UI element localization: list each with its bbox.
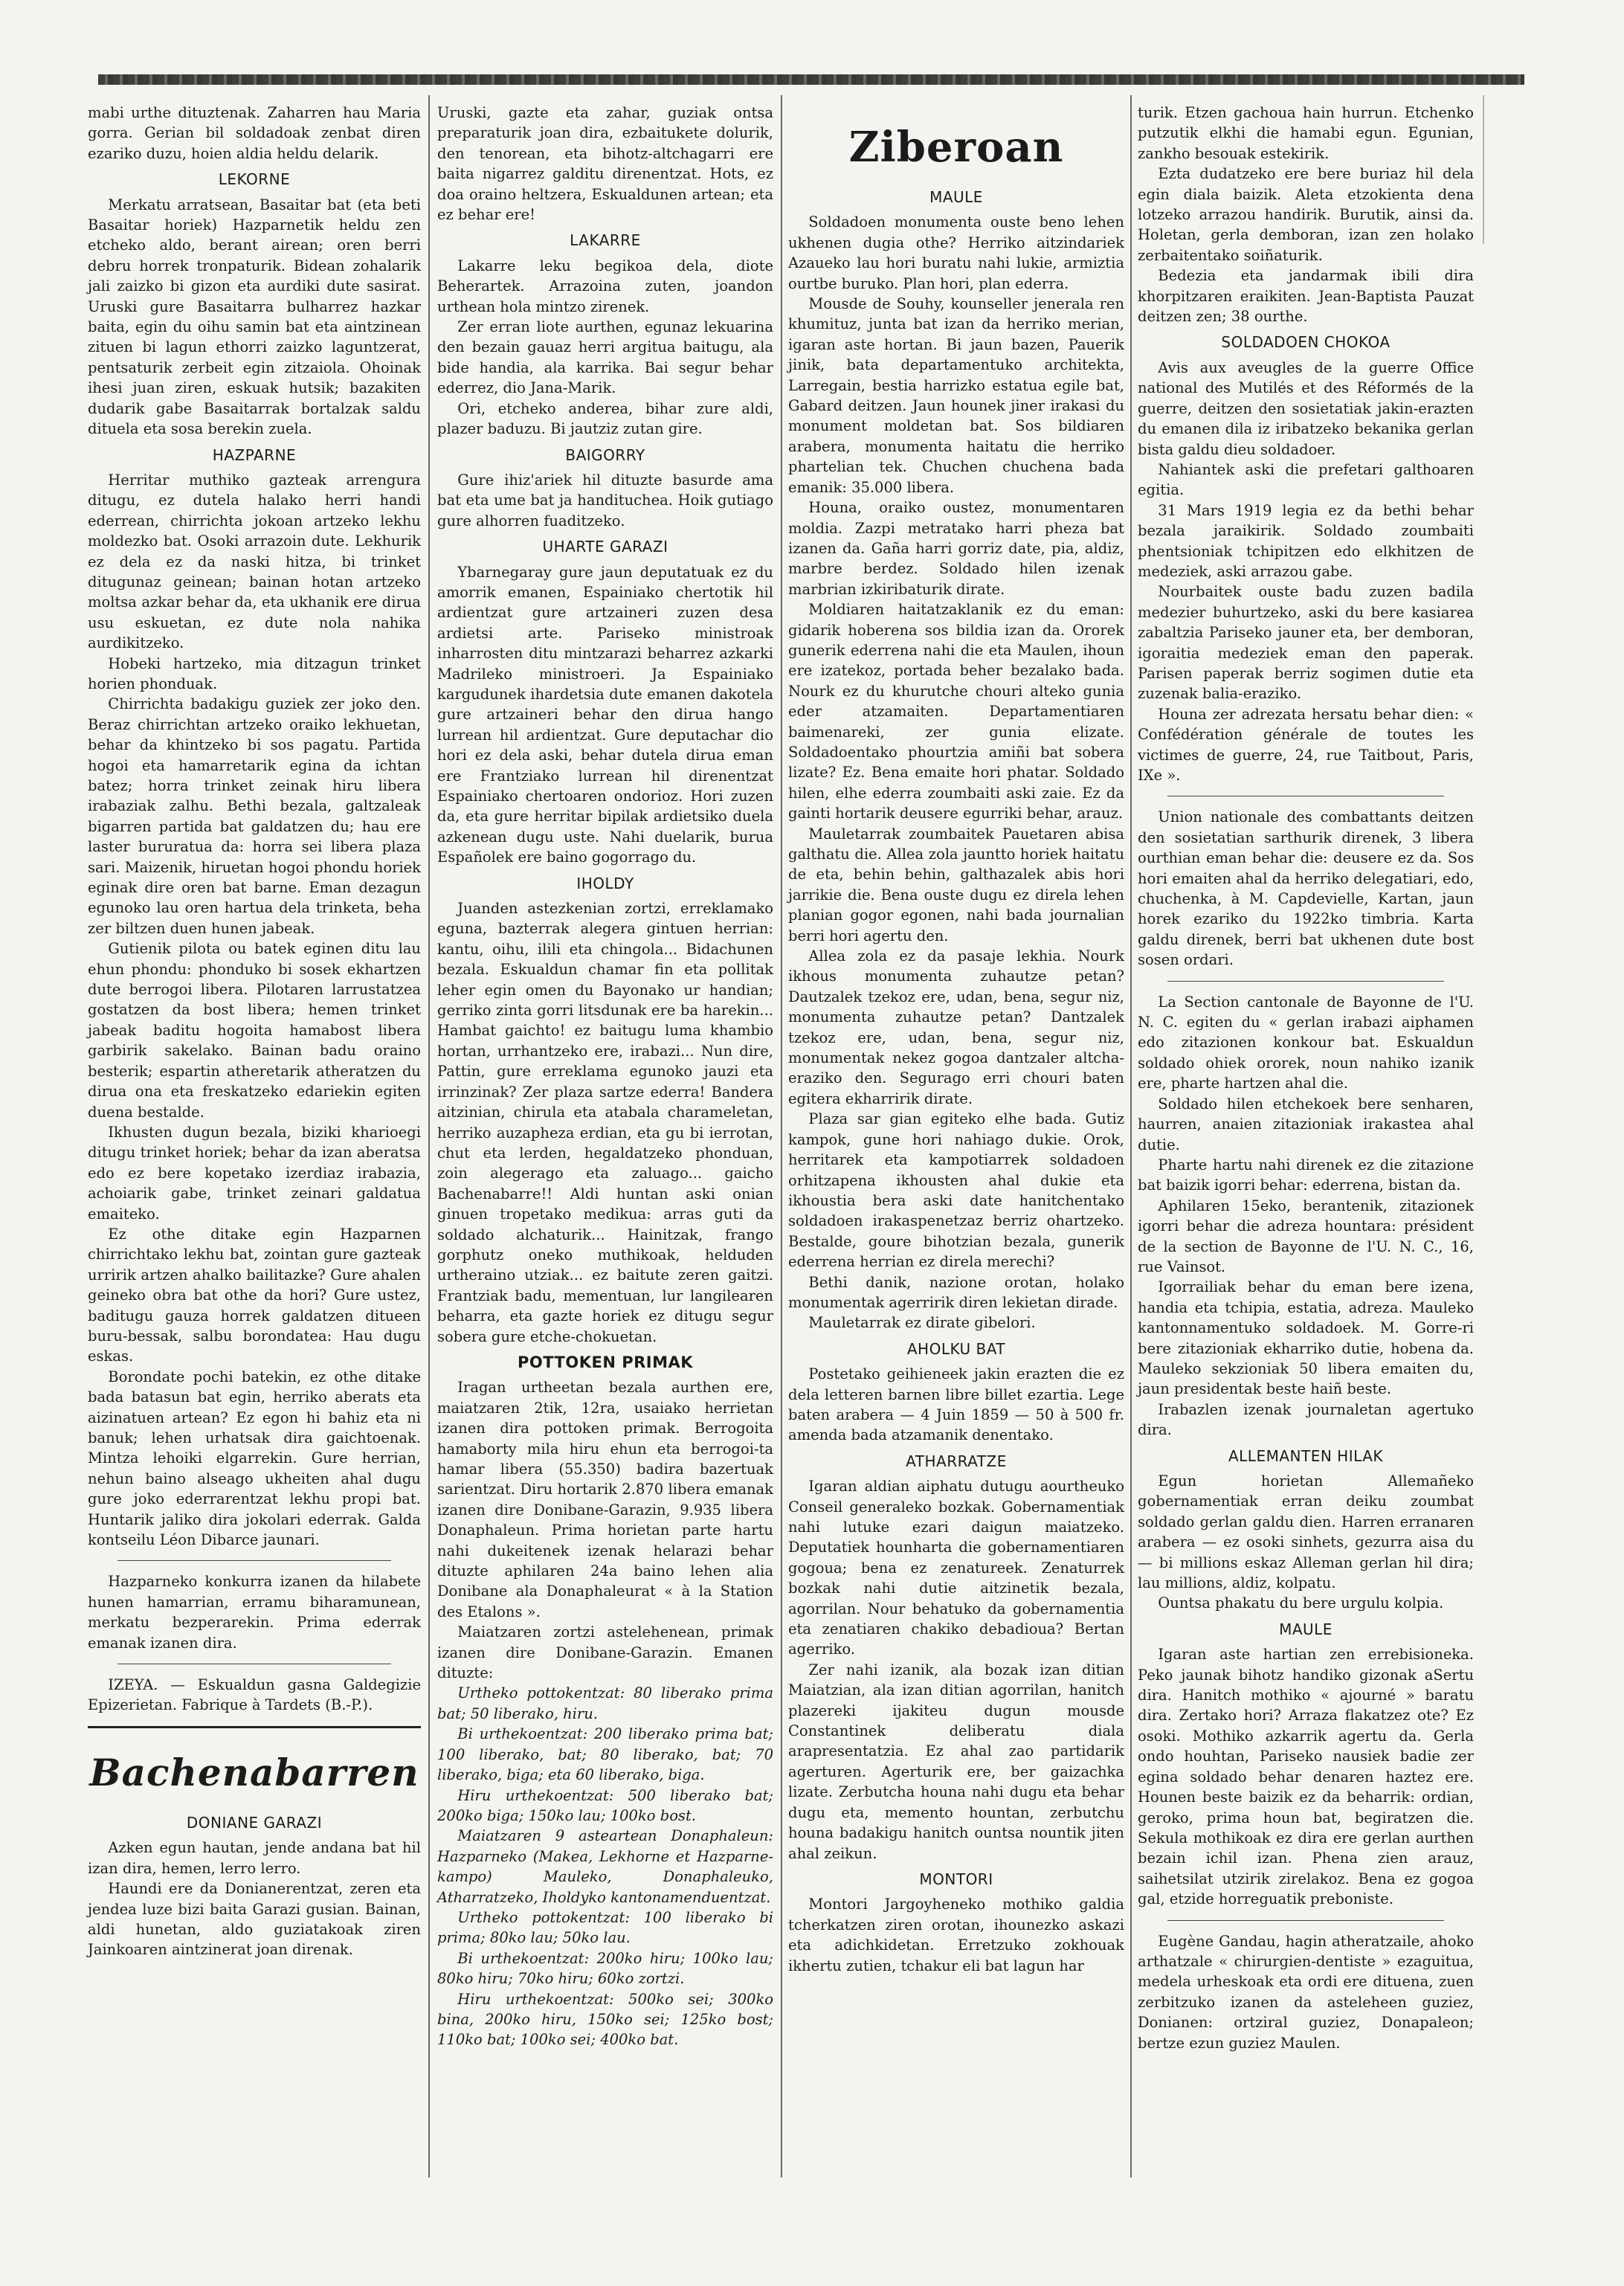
paragraph: Hobeki hartzeko, mia ditzagun trinket horien phonduak. [88,654,421,692]
prize-line: Urtheko pottokentzat: 80 liberako prima bat; 50 liberako, hiru. [437,1684,773,1722]
advertisement: Eugène Gandau, hagin atheratzaile, ahoko arthatzale « chirurgien-dentiste » ezaguitua, medela urheskoak eta ordi ere dituena, zuen zerbitzuko izanen da asteleheen guziez, Donianen: ortziral guziez, Donapaleon; bertze ezun guziez Maulen. [1138,1932,1474,2052]
column-2 [437,103,773,2050]
paragraph: Ountsa phakatu du bere urgulu kolpia. [1158,1594,1444,1612]
prize-line: Urtheko pottokentzat: 100 liberako bi prima; 80ko lau; 50ko lau. [437,1908,773,1947]
section-heading: BAIGORRY [565,445,645,464]
paragraph: Zer nahi izanik, ala bozak izan ditian Maiatzian, ala izan ditian agorrilan, hanitch plazereki ijakiteu dugun mousde Constantinek deliberatu diala arapresentatzia. Ez ahal zao partidarik agerturen. Agerturik ere, ber gaizachka lizate. Zerbutcha houna nahi dugu eta behar dugu eta, memento hountan, zerbutchu houna badakigu hanitch ountsa nountik jiten ahal zeikun. [788,1661,1124,1862]
section-heading: ATHARRATZE [906,1452,1007,1470]
article-text: Uruski, gazte eta zahar, guziak ontsa preparaturik joan dira, ezbaitukete dolurik, den tenorean, eta bihotz-altchagarri ere baita nigarrez galditu direnentzat. Hots, ez doa oraino heltzera, Eskualdunen artean; eta ez behar ere! [437,104,773,224]
paragraph: Egun horietan Allemañeko gobernamentiak erran deiku zoumbat soldado gerlan galdu dien. Harren erranaren arabera — ez osoki sinhets, gezurra aisa du — bi millions eskaz Alleman gerlan hil dira; lau millions, aldiz, kolpatu. [1138,1472,1474,1592]
section-heading: MONTORI [919,1870,993,1888]
paragraph: Igorrailiak behar du eman bere izena, handia eta tchipia, estatia, adreza. Mauleko kantonnamentuko soldadoek. M. Gorre-ri bere zitazioniak ekharriko dutie, hobena da. Mauleko sekzioniak 50 libera emaiten du, jaun presidentak beste haiñ beste. [1138,1278,1474,1398]
paragraph: Houna, oraiko oustez, monumentaren moldia. Zazpi metratako harri pheza bat izanen da. Gaña harri gorriz date, pia, aldiz, marbre berdez. Soldado hilen izenak marbrian izkiribaturik dirate. [788,499,1124,598]
paragraph: Avis aux aveugles de la guerre Office national des Mutilés et des Réformés de la guerre, deitzen den sosietatiak jakin-erazten du emanen dila iz iribatzeko bekanika gerlan bista galdu dieu soldadoer. [1138,358,1474,458]
paragraph: Soldado hilen etchekoek bere senharen, haurren, anaien zitazioniak irakastea ahal dutie. [1138,1095,1474,1153]
paragraph: Hazparneko konkurra izanen da hilabete hunen hamarrian, erramu biharamunean, merkatu bezperarekin. Prima ederrak emanak izanen dira. [88,1573,421,1652]
top-rule [98,74,1524,85]
section-heading: HAZPARNE [212,445,297,464]
paragraph: Zer erran liote aurthen, egunaz lekuarina den bezain gauaz herri argitua baitugu, ala bide handia, ala karrika. Bai segur behar ederrez, dio Jana-Marik. [437,318,773,397]
section-heading: SOLDADOEN CHOKOA [1221,333,1391,352]
section-heading: ALLEMANTEN HILAK [1228,1446,1383,1465]
paragraph: Mauletarrak ez dirate gibelori. [808,1314,1036,1332]
section-heading: LAKARRE [570,231,641,250]
paragraph: Union nationale des combattants deitzen den sosietatian sarthurik direnek, 3 libera ourthian eman behar die: deusere ez da. Sos hori emaiten ahal da herriko delegatiari, edo, chuchenka, à M. Capdevielle, Kartan, jaun horek ezariko du 1922ko timbria. Karta galdu direnek, berri bat ukhenen dute bost sosen ordari. [1138,808,1474,969]
column-4 [1138,103,1474,2053]
paragraph: Herritar muthiko gazteak arrengura ditugu, ez dutela halako herri handi ederrean, chirrichta jokoan artzeko lekhu moldezko bat. Osoki arrazoin dute. Lekhurik ez dela ez da naski hitza, bi trinket ditugunaz geinean; bainan hotan artzeko moltsa azkar behar da, eta ukhanik ere dirua usu eskuetan, ez dute nola nahika aurdikitzeko. [88,471,421,652]
column-divider [1483,95,1484,244]
region-title: Ziberoan [848,123,1064,172]
paragraph: Chirrichta badakigu guziek zer joko den. Beraz chirrichtan artzeko oraiko lekhuetan, behar da khintzeko bi sos pagatu. Partida hogoi eta hamarretarik egina da ichtan batez; horra trinket zeinak hiru libera irabaziak zalhu. Bethi bezala, galtzaleak bigarren partida bat galdatzen du; hau ere laster bururatua da: horra sei libera plaza sari. Maizenik, hiruetan hogoi phondu horiek eginak dire oren bat barne. Eman dezagun egunoko lau oren hartua dela trinketa, beha zer biltzen duen hunen jabeak. [88,695,421,937]
article-text: mabi urthe dituztenak. Zaharren hau Maria gorra. Gerian bil soldadoak zenbat diren ezariko duzu, hoien aldia heldu delarik. [88,104,421,162]
column-3 [788,103,1124,1976]
advertisement: IZEYA. — Eskualdun gasna Galdegizie Epizerietan. Fabrique à Tardets (B.-P.). [88,1676,421,1714]
column-divider [781,95,782,2177]
column-divider [1130,95,1132,2177]
paragraph: Ikhusten dugun bezala, biziki kharioegi ditugu trinket horiek; behar da izan aberatsa edo ez bere kopetako izerdiaz irabazia, achoiarik gabe, trinket zeinari galdatua emaiteko. [88,1123,421,1223]
section-heading: POTTOKEN PRIMAK [517,1353,694,1371]
paragraph: La Section cantonale de Bayonne de l'U. N. C. egiten du « gerlan irabazi aiphamen edo zitazionen konkour bat. Eskualdun soldado ohiek ororek, noun nahiko izanik ere, pharte hartzen ahal die. [1138,993,1474,1092]
separator [117,1560,391,1561]
paragraph: Borondate pochi batekin, ez othe ditake bada batasun bat egin, herriko aberats eta aizinatuen artean? Ez egon hi bahiz eta ni banuk; lehen urhatsak dira gaichtoenak. Mintza lehoiki elgarrekin. Gure herrian, nehun baino alseago ukheiten ahal dugu gure joko ederrarentzat lekhu propi bat. Huntarik jaliko dira jokolari ederrak. Galda kontseilu Léon Dibarce jaunari. [88,1368,421,1549]
prize-line: Bi urthekoentzat: 200 liberako prima bat; 100 liberako, bat; 80 liberako, bat; 70 liberako, biga; eta 60 liberako, biga. [437,1725,773,1784]
paragraph: Juanden astezkenian zortzi, erreklamako eguna, bazterrak alegera gintuen herrian: kantu, oihu, ilili eta chingola... Bidachunen bezala. Eskualdun chamar fin eta pollitak leher egin omen du Bayonako ur handian; gerriko zinta gorri litsdunak ere ba harekin... Hambat gaichto! ez baitugu luma khambio hortan, urrhantzeko ere, irabazi... Nun dire, Pattin, gure erreklama egunoko jauzi eta irrinzinak? Zer plaza sartze ederra! Bandera aitzinian, chirula eta atabala charameletan, herriko auzapheza erdian, eta gu bi ierrotan, chut eta lerden, hegaldatzeko phonduan, zoin alegerago eta zaluago... gaicho Bachenabarre!! Aldi huntan aski onian ginuen tropetako medikua: arras guti da soldado alchaturik... Hainitzak, frango gorphutz oneko muthikoak, helduden urtheraino utziak... ez baitute zeren gaitzi. Frantziak badu, mementuan, lur langilearen beharra, eta gazte horiek ez ditugu segur sobera gure etche-chokuetan. [437,900,773,1345]
separator [1167,981,1444,982]
paragraph: Allea zola ez da pasaje lekhia. Nourk ikhous monumenta zuhautze petan? Dautzalek tzekoz ere, udan, bena, segur niz, monumenta zuhautze petan? Dantzalek tzekoz ere, udan, bena, segur niz, monumentak nekez gogoa dantzaler altcha-eraziko den. Segurago erri chouri baten egitera ekharririk dirate. [788,947,1124,1107]
paragraph: Moldiaren haitatzaklanik ez du eman: gidarik hoberena sos bildia izan da. Ororek gunerik ederrena nahi die eta Maulen, ihoun ere izatekoz, portada beher bezalako bada. Nourk ez du khurutche chouri alteko gunia eder atzamaiten. Departamentiaren baimenareki, zer gunia elizate. Soldadoentako phourtzia amiñi bat sobera lizate? Ez. Bena emaite hori phatar. Soldado hilen, elhe ederra zoumbaiti aski zaie. Ez da gainti hortarik deusere egurriki behar, arauz. [788,601,1124,822]
paragraph: Azken egun hautan, jende andana bat hil izan dira, hemen, lerro lerro. [88,1839,421,1877]
paragraph: 31 Mars 1919 legia ez da bethi behar bezala jaraikirik. Soldado zoumbaiti phentsioniak tchipitzen edo elkhitzen de medeziek, aski arrazou gabe. [1138,501,1474,580]
paragraph: Ori, etcheko andereа, bihar zure aldi, plazer baduzu. Bi jautziz zutan gire. [437,399,773,438]
paragraph: Bethi danik, nazione orotan, holako monumentak agerririk diren lekietan dirade. [788,1273,1124,1311]
paragraph: Merkatu arratsean, Basaitar bat (eta beti Basaitar horiek) Hazparnetik heldu zen etcheko aldo, berant airean; oren berri debru horrek tronpaturik. Bidean zohalarik jali zaizko bi gizon eta aurdiki dute sasirat. Uruski gure Basaitarra bulharrez hazkar baita, egin du oihu samin bat eta aintzinean zituen bi lagun ethorri zaizko laguntzerat, pentsaturik zerbeit egin zitzaiola. Ohoinak ihesi juan ziren, eskuak hutsik; bazakiten dudarik gabe Basaitarrak bortalzak saldu dituela eta sosa berekin zuela. [88,196,421,438]
paragraph: Ezta dudatzeko ere bere buriaz hil dela egin diala baizik. Aleta etzokienta dena lotzeko arrazou handirik. Burutik, ainsi da. Holetan, gerla demboran, izan zen holako zerbaitentako soiñaturik. [1138,165,1474,264]
section-heading: IHOLDY [576,874,634,892]
prize-line: Hiru urthekoentzat: 500ko sei; 300ko bina, 200ko hiru, 150ko sei; 125ko bost; 110ko bat; 100ko sei; 400ko bat. [437,1990,773,2049]
separator [1167,1920,1444,1921]
prize-line: Bi urthekoentzat: 200ko hiru; 100ko lau; 80ko hiru; 70ko hiru; 60ko zortzi. [437,1949,773,1988]
paragraph: Montori Jargoyheneko mothiko galdia tcherkatzen ziren orotan, ihounezko askazi eta adichkidetan. Erretzuko zokhouak ikhertu zutien, tchakur eli bat lagun har [788,1896,1124,1974]
paragraph: Ez othe ditake egin Hazparnen chirrichtako lekhu bat, zointan gure gazteak urririk artzen ahalko bailitazke? Gure ahalen geineko obra bat othe da hori? Gure ustez, baditugu gauza horrek galdatzen ditueen buru-bessak, salbu borondatea: Hau dugu eskas. [88,1225,421,1365]
paragraph: Lakarre leku begikoa dela, diote Beherartek. Arrazoina zuten, joandon urthean hola mintzo zirenek. [437,257,773,315]
paragraph: Ybarnegaray gure jaun deputatuak ez du amorrik emanen, Espainiako chertotik hil ardientzat gure artzaineri zuzen desa ardietsi arte. Pariseko ministroak inharrosten ditu mintzarazi beharrez azkarki Madrileko ministroeri. Ja Espainiako kargudunek ihardetsia dute emanen dakotela gure artzaineri behar den dirua hango lurrean hil ardientzat. Gure deputachar dio hori ez dela aski, behar dutela dirua eman ere Frantziako lurrean hil direnentzat Espainiako chertoaren ondorioz. Hori zuzen da, eta gure herritar bipilak ardietsiko duela azkenean dugu uste. Nahi duelarik, burua Españolek ere baino gogorrago du. [437,563,773,866]
section-heading: AHOLKU BAT [906,1339,1006,1358]
section-heading: MAULE [929,188,983,206]
paragraph: Maiatzaren zortzi astelehenean, primak izanen dire Donibane-Garazin. Emanen dituzte: [437,1623,773,1682]
section-heading: DONIANE GARAZI [186,1813,323,1832]
region-title: Bachenabarren [89,1750,419,1794]
prize-line: Maiatzaren 9 astеartean Donaphaleun: Hazparneko (Makea, Lekhorne et Hazparne-kampo) Mauleko, Donaphaleuko, Atharratzeko, Iholdyko kantonamenduentzat. [437,1827,773,1906]
separator [88,1726,421,1728]
paragraph: Gure ihiz'ariek hil dituzte basurde ama bat eta ume bat ja handituchea. Hoik gutiago gure alhorren fuaditzeko. [437,471,773,529]
paragraph: Igaran aste hartian zen errebisioneka. Peko jaunak bihotz handiko gizonak aSertu dira. Hanitch mothiko « ajourné » baratu dira. Zertako hori? Arraza flakatzez ote? Ez osoki. Mothiko azkarrik agertu da. Gerla ondo houhtan, Pariseko nausiek badie zer egina soldado behar denaren haztez ere. Hounen beste baizik ez da beharrik: ordian, geroko, prima houn bat, begiratzen die. Sekula mothikoak ez dira ere gerlan aurthen bezain ichil izan. Phena zien arauz, saihetsilat utzirik zirelakoz. Bena ez gogoa gal, etzide horreguatik preboniste. [1138,1646,1474,1908]
prize-line: Hiru urthekoentzat: 500 liberako bat; 200ko biga; 150ko lau; 100ko bost. [437,1786,773,1824]
paragraph: Houna zer adrezata hersatu behar dien: « Confédération générale de toutes les victimes de guerre, 24, rue Taitbout, Paris, IXe ». [1138,705,1474,784]
paragraph: Irabazlen izenak journaletan agertuko dira. [1138,1400,1474,1439]
paragraph: Igaran aldian aiphatu dutugu aourtheuko Conseil generaleko bozkak. Gobernamentiak nahi lutuke ezari daigun maiatzeko. Deputatiek hounharta die gobernamentiaren gogoua; bena ez zenatureek. Zenaturrek bozkak nahi dutie aitzinetik bezala, agorrilan. Nour behatuko da gobernamentia eta zenatiaren chakiko debadioua? Bertan agerriko. [788,1478,1124,1658]
column-1 [88,103,421,1960]
paragraph: Soldadoen monumenta ouste beno lehen ukhenen dugia othe? Herriko aitzindariek Azaueko lau hori buratu nahi lukie, armiztia ourtbe buruko. Plan hori, plan ederra. [788,213,1124,292]
paragraph: Bedezia eta jandarmak ibili dira khorpitzaren eraikiten. Jean-Baptista Pauzat deitzen zen; 38 ourthe. [1138,267,1474,326]
paragraph: Nahiantek aski die prefetari galthoaren egitia. [1138,460,1474,499]
paragraph: Mauletarrak zoumbaitek Pauetaren abisa galthatu die. Allea zola jauntto horiek haitatu de eta, behin behin, galthazalek abis hori jarrikie die. Bena ouste dugu ez direla lehen planian gogor egonen, nahi bada journalian berri hori agertu den. [788,825,1124,944]
article-text: turik. Etzen gachoua hain hurrun. Etchenko putzutik elkhi die hamabi egun. Egunian, zankho besouak estekirik. [1138,104,1474,162]
paragraph: Iragan urtheetan bezala aurthen ere, maiatzaren 2tik, 12ra, usaiako herrietan izanen dira pottoken primak. Berrogoita hamaborty mila hiru ehun eta berrogoi-ta hamar libera (55.350) badira bazertuak sarientzat. Diru hortarik 2.870 libera emanak izanen dire Donibane-Garazin, 9.935 libera Donaphaleun. Prima horietan parte hartu nahi dukeitenek izenak helarazi behar dituzte aphilaren 24a baino lehen alia Donibane ala Donaphaleurat « à la Station des Etalons ». [437,1379,773,1620]
paragraph: Pharte hartu nahi direnek ez die zitazione bat baizik igorri behar: ederrena, bistan da. [1138,1156,1474,1194]
section-heading: UHARTE GARAZI [542,538,668,556]
paragraph: Postetako geihieneek jakin erazten die ez dela letteren barnen libre billet ezartia. Lege baten arabera — 4 Juin 1859 — 50 à 500 fr. amenda bada atzamanik denentako. [788,1365,1124,1444]
paragraph: Mousde de Souhy, kounseller jenerala ren khumituz, junta bat izan da herriko merian, igaran aste hortan. Bi jaun bazen, Pauerik jinik, bata departamentuko architekta, Larregain, bestia harrizko estatua egile bat, Gabard deitzen. Jaun hounek jiner irakasi du monument moldetan bat. Sos bildiaren arabera, monumenta haitatu die herriko phartelian tek. Chuchen chuchena bada emanik: 35.000 libera. [788,295,1124,496]
section-heading: LEKORNE [218,170,291,189]
paragraph: Nourbaitek ouste badu zuzen badila medezier buhurtzeko, aski du bere kasiarea zabaltzia Pariseko jauner eta, ber demboran, igoraitia medeziek eman den paperak. Parisen paperak berriz sogimen dutie eta zuzenak balia-eraziko. [1138,583,1474,703]
section-heading: MAULE [1279,1620,1333,1638]
column-divider [428,95,430,2177]
paragraph: Haundi ere da Donianerentzat, zeren eta jendea luze bizi baita Garazi gusian. Bainan, aldi hunetan, aldo guziatakoak ziren Jainkoaren aintzinerat joan direnak. [88,1880,421,1959]
paragraph: Plaza sar gian egiteko elhe bada. Gutiz kampok, gune hori nahiago dukie. Orok, herritarek eta kampotiarrek soldadoen orhitzapena ikhousten ahal dukie eta ikhoustia bera aski date hanitchentako soldadoen irakaspenetzaz berriz ohartzeko. Bestalde, goure bihotzian bezala, gunerik ederrena herrian ez direla merechi? [788,1110,1124,1271]
paragraph: Aphilaren 15eko, berantenik, zitazionek igorri behar die adreza hountara: président de la section de Bayonne de l'U. N. C., 16, rue Vainsot. [1138,1197,1474,1275]
paragraph: Gutienik pilota ou batek eginen ditu lau ehun phondu: phonduko bi sosek ekhartzen dute berrogoi libera. Pilotaren larrustatzea gostatzen da bost libera; hemen trinket jabeak baditu hogoita hamabost libera garbirik sakelako. Bainan badu oraino besterik; espartin atheretarik atheratzen du dirua ona eta freskatzeko edariekin egiten duena bestalde. [88,940,421,1121]
